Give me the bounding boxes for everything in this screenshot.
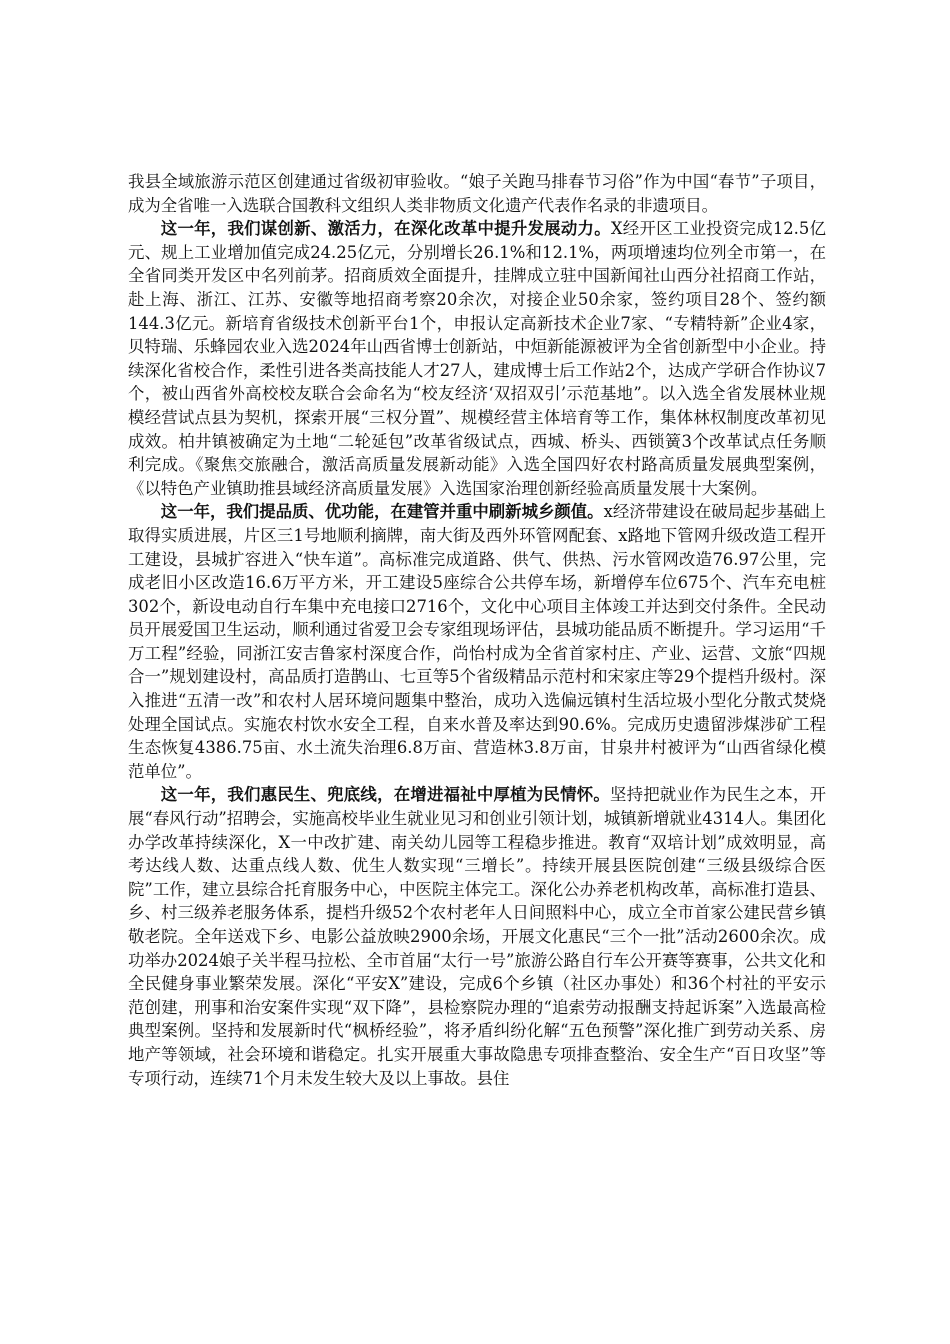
- paragraph-urban-rural: [128, 500, 826, 783]
- paragraph-body: x经济带建设在破局起步基础上取得实质进展，片区三1号地顺利摘牌，南大街及西外环管网配套、x路地下管网升级改造工程开工建设，县城扩容进入“快车道”。高标准完成道路、供气、供热、污水管网改造76.97公里，完成老旧小区改造16.6万平方米，开工建设5座综合公共停车场，新增停车位675个、汽车充电桩302个，新设电动自行车集中充电接口2716个，文化中心项目主体竣工并达到交付条件。全民动员开展爱国卫生运动，顺利通过省爱卫会专家组现场评估，县城功能品质不断提升。学习运用“千万工程”经验，同浙江安吉鲁家村深度合作，尚怡村成为全省首家村庄、产业、运营、文旅“四规合一”规划建设村，高品质打造鹊山、七亘等5个省级精品示范村和宋家庄等29个提档升级村。深入推进“五清一改”和农村人居环境问题集中整治，成功入选偏远镇村生活垃圾小型化分散式焚烧处理全国试点。实施农村饮水安全工程，自来水普及率达到90.6%。完成历史遗留涉煤涉矿工程生态恢复4386.75亩、水土流失治理6.8万亩、营造林3.8万亩，甘泉井村被评为“山西省绿化模范单位”。: [128, 502, 827, 781]
- paragraph-livelihood: [128, 783, 826, 1090]
- paragraph-body: X经开区工业投资完成12.5亿元、规上工业增加值完成24.25亿元，分别增长26.1%和12.1%，两项增速均位列全市第一，在全省同类开发区中名列前茅。招商质效全面提升，挂牌成立驻中国新闻社山西分社招商工作站，赴上海、浙江、江苏、安徽等地招商考察20余次，对接企业50余家，签约项目28个、签约额144.3亿元。新培育省级技术创新平台1个，申报认定高新技术企业7家、“专精特新”企业4家，贝特瑞、乐蜂园农业入选2024年山西省博士创新站，中烜新能源被评为全省创新型中小企业。持续深化省校合作，柔性引进各类高技能人才27人，建成博士后工作站2个，达成产学研合作协议7个，被山西省外高校校友联合会命名为“校友经济‘双招双引’示范基地”。以入选全省发展林业规模经营试点县为契机，探索开展“三权分置”、规模经营主体培育等工作，集体林权制度改革初见成效。柏井镇被确定为土地“二轮延包”改革省级试点，西城、桥头、西锁簧3个改革试点任务顺利完成。《聚焦交旅融合，激活高质量发展新动能》入选全国四好农村路高质量发展典型案例，《以特色产业镇助推县域经济高质量发展》入选国家治理创新经验高质量发展十大案例。: [128, 219, 826, 498]
- paragraph-tourism: [128, 170, 826, 217]
- paragraph-lead: 这一年，我们谋创新、激活力，在深化改革中提升发展动力。: [160, 219, 611, 239]
- paragraph-reform: [128, 217, 826, 500]
- paragraph-lead: 这一年，我们提品质、优功能，在建管并重中刷新城乡颜值。: [160, 502, 604, 522]
- paragraph-lead: 这一年，我们惠民生、兜底线，在增进福祉中厚植为民情怀。: [160, 785, 610, 805]
- paragraph-body: 坚持把就业作为民生之本，开展“春风行动”招聘会，实施高校毕业生就业见习和创业引领计划，城镇新增就业4314人。集团化办学改革持续深化，X一中改扩建、南关幼儿园等工程稳步推进。教育“双培计划”成效明显，高考达线人数、达重点线人数、优生人数实现“三增长”。持续开展县医院创建“三级县级综合医院”工作，建立县综合托育服务中心，中医院主体完工。深化公办养老机构改革，高标准打造县、乡、村三级养老服务体系，提档升级52个农村老年人日间照料中心，成立全市首家公建民营乡镇敬老院。全年送戏下乡、电影公益放映2900余场，开展文化惠民“三个一批”活动2600余次。成功举办2024娘子关半程马拉松、全市首届“太行一号”旅游公路自行车公开赛等赛事，公共文化和全民健身事业繁荣发展。深化“平安X”建设，完成6个乡镇（社区办事处）和36个村社的平安示范创建，刑事和治安案件实现“双下降”，县检察院办理的“追索劳动报酬支持起诉案”入选最高检典型案例。坚持和发展新时代“枫桥经验”，将矛盾纠纷化解“五色预警”深化推广到劳动关系、房地产等领域，社会环境和谐稳定。扎实开展重大事故隐患专项排查整治、安全生产“百日攻坚”等专项行动，连续71个月未发生较大及以上事故。县住: [128, 785, 827, 1088]
- paragraph-body: 我县全域旅游示范区创建通过省级初审验收。“娘子关跑马排春节习俗”作为中国“春节”子项目，成为全省唯一入选联合国教科文组织人类非物质文化遗产代表作名录的非遗项目。: [128, 172, 826, 215]
- document-page: [128, 170, 826, 1090]
